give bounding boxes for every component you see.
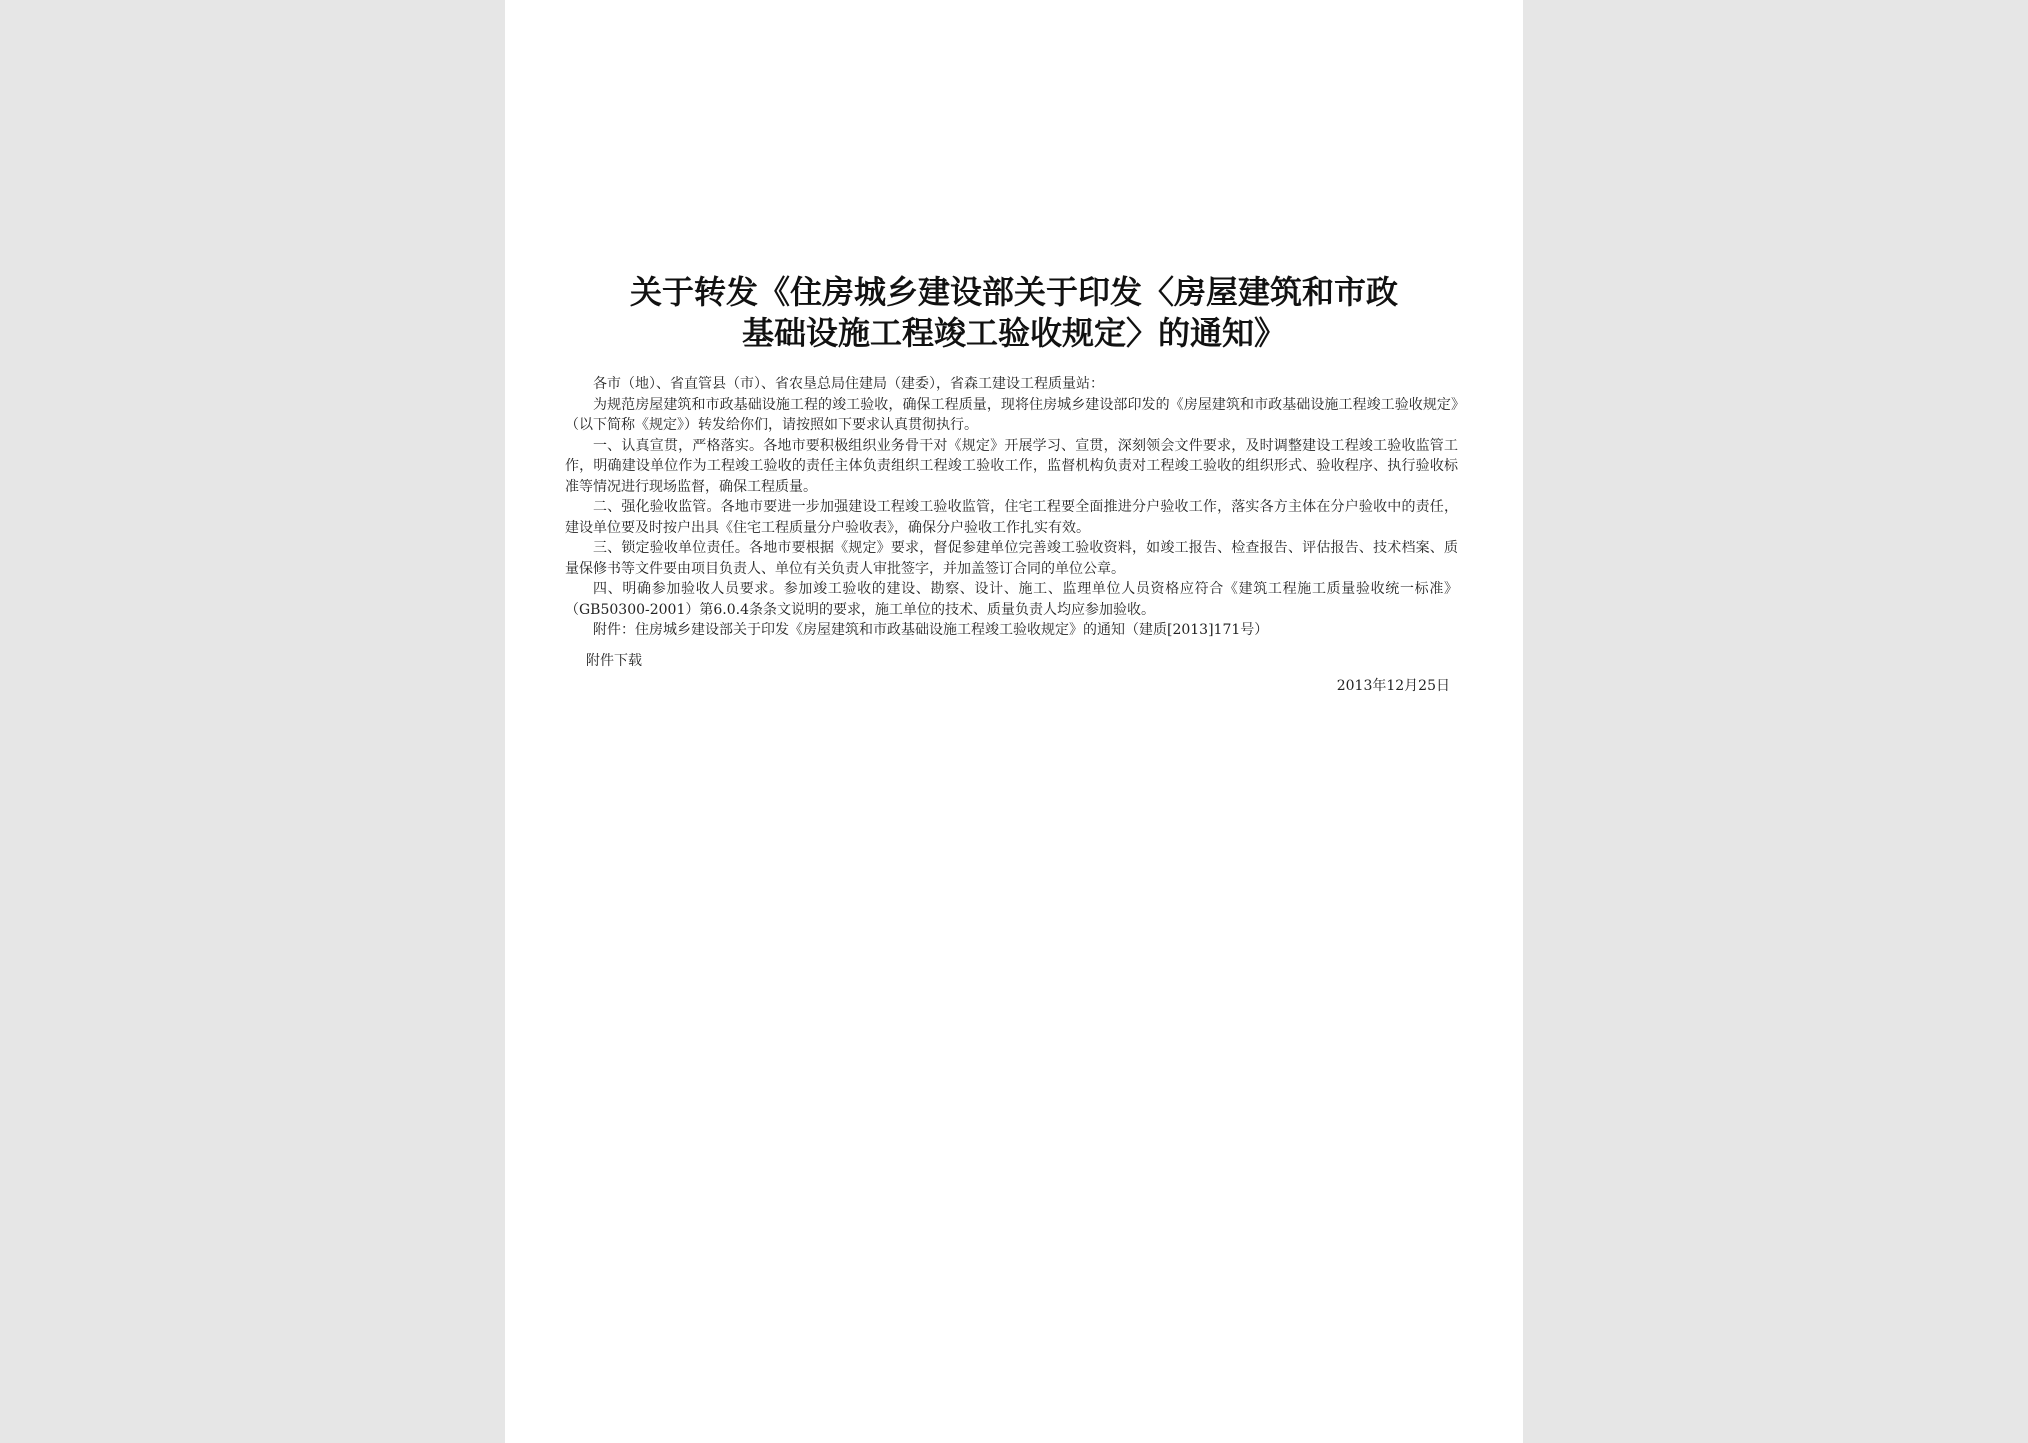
document-page bbox=[505, 0, 1523, 1443]
document-date: 2013年12月25日 bbox=[1336, 678, 1450, 694]
document-title bbox=[505, 272, 1523, 354]
attachment-note: 附件：住房城乡建设部关于印发《房屋建筑和市政基础设施工程竣工验收规定》的通知（建质[2013]171号） bbox=[593, 622, 1269, 638]
paragraph-1: 为规范房屋建筑和市政基础设施工程的竣工验收，确保工程质量，现将住房城乡建设部印发的《房屋建筑和市政基础设施工程竣工验收规定》（以下简称《规定》）转发给你们，请按照如下要求认真贯彻执行。 bbox=[565, 396, 1458, 433]
document-body bbox=[565, 374, 1458, 671]
paragraph-2: 一、认真宣贯，严格落实。各地市要积极组织业务骨干对《规定》开展学习、宣贯，深刻领会文件要求，及时调整建设工程竣工验收监管工作，明确建设单位作为工程竣工验收的责任主体负责组织工程竣工验收工作，监督机构负责对工程竣工验收的组织形式、验收程序、执行验收标准等情况进行现场监督，确保工程质量。 bbox=[565, 437, 1458, 495]
paragraph-4: 三、锁定验收单位责任。各地市要根据《规定》要求，督促参建单位完善竣工验收资料，如竣工报告、检查报告、评估报告、技术档案、质量保修书等文件要由项目负责人、单位有关负责人审批签字，并加盖签订合同的单位公章。 bbox=[565, 540, 1458, 577]
salutation: 各市（地）、省直管县（市）、省农垦总局住建局（建委），省森工建设工程质量站： bbox=[593, 376, 1104, 392]
paragraph-3: 二、强化验收监管。各地市要进一步加强建设工程竣工验收监管，住宅工程要全面推进分户验收工作，落实各方主体在分户验收中的责任，建设单位要及时按户出具《住宅工程质量分户验收表》，确保分户验收工作扎实有效。 bbox=[565, 499, 1458, 536]
paragraph-5: 四、明确参加验收人员要求。参加竣工验收的建设、勘察、设计、施工、监理单位人员资格应符合《建筑工程施工质量验收统一标准》（GB50300-2001）第6.0.4条条文说明的要求，施工单位的技术、质量负责人均应参加验收。 bbox=[565, 581, 1458, 618]
title-line-2: 基础设施工程竣工验收规定〉的通知》 bbox=[741, 314, 1286, 352]
attachment-download-link[interactable]: 附件下载 bbox=[586, 652, 642, 669]
title-line-1: 关于转发《住房城乡建设部关于印发〈房屋建筑和市政 bbox=[629, 273, 1398, 311]
